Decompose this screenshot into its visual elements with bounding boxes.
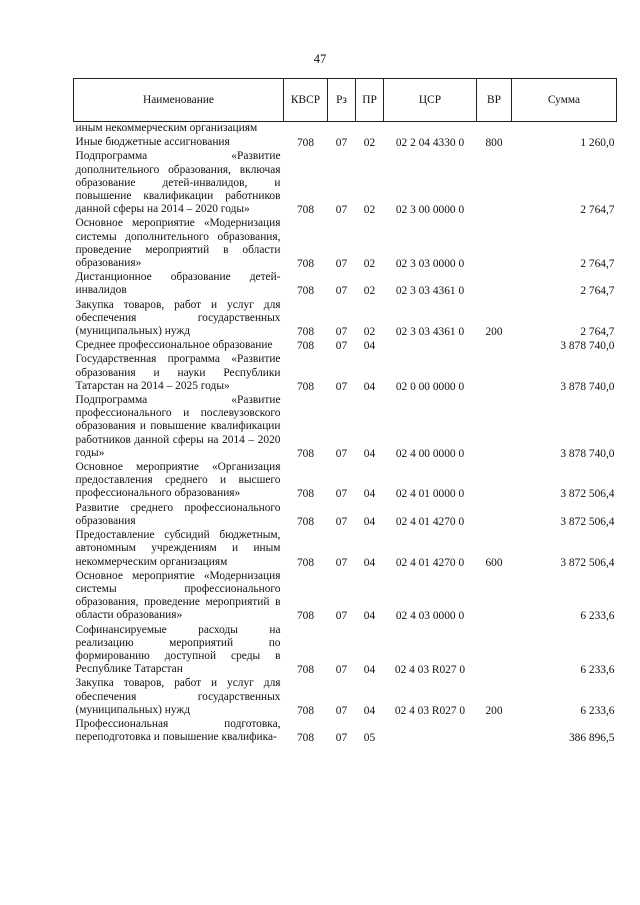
cell-pr: 02: [363, 137, 376, 150]
cell-csr: [384, 122, 477, 137]
table-row: [74, 570, 617, 624]
cell-rz: 07: [335, 137, 348, 150]
cell-csr: 02 4 00 0000 0: [395, 447, 465, 460]
cell-name: Подпрограмма «Развитие дополнительного образования, включая образование детей-инвалидов, и повышение квалификации работников данной сферы на 2014 – 2020 годы»: [75, 150, 281, 216]
cell-pr: 04: [363, 488, 376, 501]
cell-sum: 3 878 740,0: [560, 340, 615, 353]
cell-rz: 07: [335, 326, 348, 339]
cell-kvsr: 708: [296, 285, 315, 298]
table-row: [74, 624, 617, 678]
cell-rz: 07: [335, 285, 348, 298]
cell-vr: 200: [485, 326, 503, 339]
header-kvsr: КВСР: [284, 79, 328, 122]
table-header-row: [74, 79, 617, 122]
header-name: Наименование: [74, 79, 284, 122]
cell-name: Закупка товаров, работ и услуг для обеспечения государственных (муниципальных) нужд: [75, 677, 281, 716]
table-row: [74, 217, 617, 271]
budget-table: [73, 78, 617, 745]
cell-kvsr: 708: [296, 447, 315, 460]
cell-name: Подпрограмма «Развитие профессионального и послевузовского образования и повышение квалификации работников данной сферы на 2014 – 2020 годы»: [75, 394, 281, 459]
cell-pr: 04: [363, 610, 376, 623]
header-vr: ВР: [477, 79, 512, 122]
cell-kvsr: 708: [296, 340, 315, 353]
cell-csr: 02 4 01 4270 0: [395, 515, 465, 528]
cell-vr: [477, 624, 512, 678]
cell-name: иным некоммерческим организациям: [75, 122, 258, 134]
table-row: [74, 150, 617, 217]
cell-sum: 6 233,6: [580, 664, 615, 677]
cell-vr: [477, 122, 512, 137]
cell-pr: 04: [363, 664, 376, 677]
cell-kvsr: 708: [296, 326, 315, 339]
cell-vr: [477, 461, 512, 502]
cell-pr: 04: [363, 447, 376, 460]
cell-sum: 6 233,6: [580, 610, 615, 623]
table-row: [74, 394, 617, 461]
cell-csr: 02 4 03 0000 0: [395, 610, 465, 623]
cell-sum: 386 896,5: [568, 732, 615, 745]
table-row: [74, 529, 617, 570]
cell-vr: 800: [485, 137, 503, 150]
cell-rz: [328, 122, 356, 137]
table-row: [74, 461, 617, 502]
cell-sum: 3 878 740,0: [560, 380, 615, 393]
cell-rz: 07: [335, 447, 348, 460]
cell-vr: [477, 394, 512, 461]
cell-rz: 07: [335, 515, 348, 528]
cell-csr: 02 3 00 0000 0: [395, 204, 465, 217]
cell-sum: 6 233,6: [580, 704, 615, 717]
cell-sum: 3 872 506,4: [560, 488, 615, 501]
cell-rz: 07: [335, 556, 348, 569]
cell-pr: 02: [363, 285, 376, 298]
cell-name: Профессиональная подготовка, переподготовка и повышение квалифика-: [75, 717, 281, 744]
cell-rz: 07: [335, 488, 348, 501]
cell-name: Иные бюджетные ассигнования: [75, 136, 230, 149]
cell-vr: [477, 150, 512, 217]
cell-kvsr: 708: [296, 137, 315, 150]
cell-kvsr: 708: [296, 732, 315, 745]
page-number: 47: [313, 52, 327, 66]
cell-kvsr: 708: [296, 556, 315, 569]
cell-pr: 02: [363, 326, 376, 339]
cell-rz: 07: [335, 732, 348, 745]
cell-csr: [384, 718, 477, 745]
header-sum: Сумма: [512, 79, 617, 122]
cell-kvsr: 708: [296, 258, 315, 271]
cell-sum: 2 764,7: [580, 285, 615, 298]
cell-sum: 2 764,7: [580, 204, 615, 217]
cell-vr: 600: [485, 556, 503, 569]
cell-vr: 200: [485, 704, 503, 717]
table-row: [74, 136, 617, 150]
cell-rz: 07: [335, 610, 348, 623]
cell-kvsr: 708: [296, 664, 315, 677]
cell-csr: 02 3 03 0000 0: [395, 258, 465, 271]
cell-sum: 1 260,0: [580, 137, 615, 150]
cell-csr: 02 0 00 0000 0: [395, 380, 465, 393]
cell-pr: 05: [363, 732, 376, 745]
cell-name: Софинансируемые расходы на реализацию мероприятий по формированию доступной среды в Республике Татарстан: [75, 623, 281, 676]
cell-sum: 2 764,7: [580, 326, 615, 339]
cell-csr: 02 4 03 R027 0: [394, 664, 466, 677]
cell-name: Основное мероприятие «Модернизация системы дополнительного образования, проведение мероприятий в области образования»: [75, 217, 281, 270]
cell-vr: [477, 217, 512, 271]
cell-csr: 02 4 01 4270 0: [395, 556, 465, 569]
cell-pr: 04: [363, 515, 376, 528]
table-row: [74, 677, 617, 718]
cell-rz: 07: [335, 380, 348, 393]
header-rz: Рз: [328, 79, 356, 122]
header-pr: ПР: [356, 79, 384, 122]
cell-pr: 04: [363, 556, 376, 569]
table-row: [74, 271, 617, 298]
cell-kvsr: 708: [296, 610, 315, 623]
header-csr: ЦСР: [384, 79, 477, 122]
cell-sum: 3 878 740,0: [560, 447, 615, 460]
cell-pr: 04: [363, 704, 376, 717]
cell-sum: [512, 122, 617, 137]
cell-pr: 04: [363, 340, 376, 353]
cell-pr: 02: [363, 258, 376, 271]
cell-sum: 3 872 506,4: [560, 556, 615, 569]
cell-rz: 07: [335, 258, 348, 271]
cell-vr: [477, 502, 512, 529]
cell-name: Государственная программа «Развитие образования и науки Республики Татарстан на 2014 – 2025 годы»: [75, 353, 281, 392]
cell-csr: 02 4 03 R027 0: [394, 704, 466, 717]
cell-kvsr: 708: [296, 380, 315, 393]
cell-rz: 07: [335, 664, 348, 677]
table-row: [74, 718, 617, 745]
cell-csr: 02 3 03 4361 0: [395, 285, 465, 298]
cell-pr: [356, 122, 384, 137]
cell-kvsr: 708: [296, 704, 315, 717]
cell-kvsr: 708: [296, 488, 315, 501]
cell-pr: 04: [363, 380, 376, 393]
cell-sum: 2 764,7: [580, 258, 615, 271]
cell-rz: 07: [335, 704, 348, 717]
cell-rz: 07: [335, 340, 348, 353]
cell-vr: [477, 339, 512, 353]
cell-name: Закупка товаров, работ и услуг для обеспечения государственных (муниципальных) нужд: [75, 298, 281, 338]
cell-csr: 02 2 04 4330 0: [395, 137, 465, 150]
cell-kvsr: 708: [296, 204, 315, 217]
cell-name: Предоставление субсидий бюджетным, автономным учреждениям и иным некоммерческим организациям: [75, 529, 281, 568]
table-row: [74, 339, 617, 353]
cell-rz: 07: [335, 204, 348, 217]
cell-name: Основное мероприятие «Организация предоставления среднего и высшего профессионального образования»: [75, 461, 281, 500]
cell-csr: 02 4 01 0000 0: [395, 488, 465, 501]
cell-csr: 02 3 03 4361 0: [395, 326, 465, 339]
cell-kvsr: 708: [296, 515, 315, 528]
cell-pr: 02: [363, 204, 376, 217]
cell-name: Развитие среднего профессионального образования: [75, 501, 281, 527]
cell-name: Дистанционное образование детей-инвалидов: [75, 271, 281, 297]
cell-name: Основное мероприятие «Модернизация системы профессионального образования, проведение мероприятий в области образования»: [75, 569, 281, 622]
cell-sum: 3 872 506,4: [560, 515, 615, 528]
table-row: [74, 502, 617, 529]
cell-vr: [477, 570, 512, 624]
table-row: [74, 299, 617, 340]
cell-vr: [477, 271, 512, 298]
cell-vr: [477, 718, 512, 745]
cell-csr: [384, 339, 477, 353]
cell-vr: [477, 353, 512, 394]
cell-name: Среднее профессиональное образование: [75, 339, 273, 352]
cell-kvsr: [284, 122, 328, 137]
table-body: [74, 122, 617, 746]
table-row: [74, 122, 617, 137]
table-row: [74, 353, 617, 394]
